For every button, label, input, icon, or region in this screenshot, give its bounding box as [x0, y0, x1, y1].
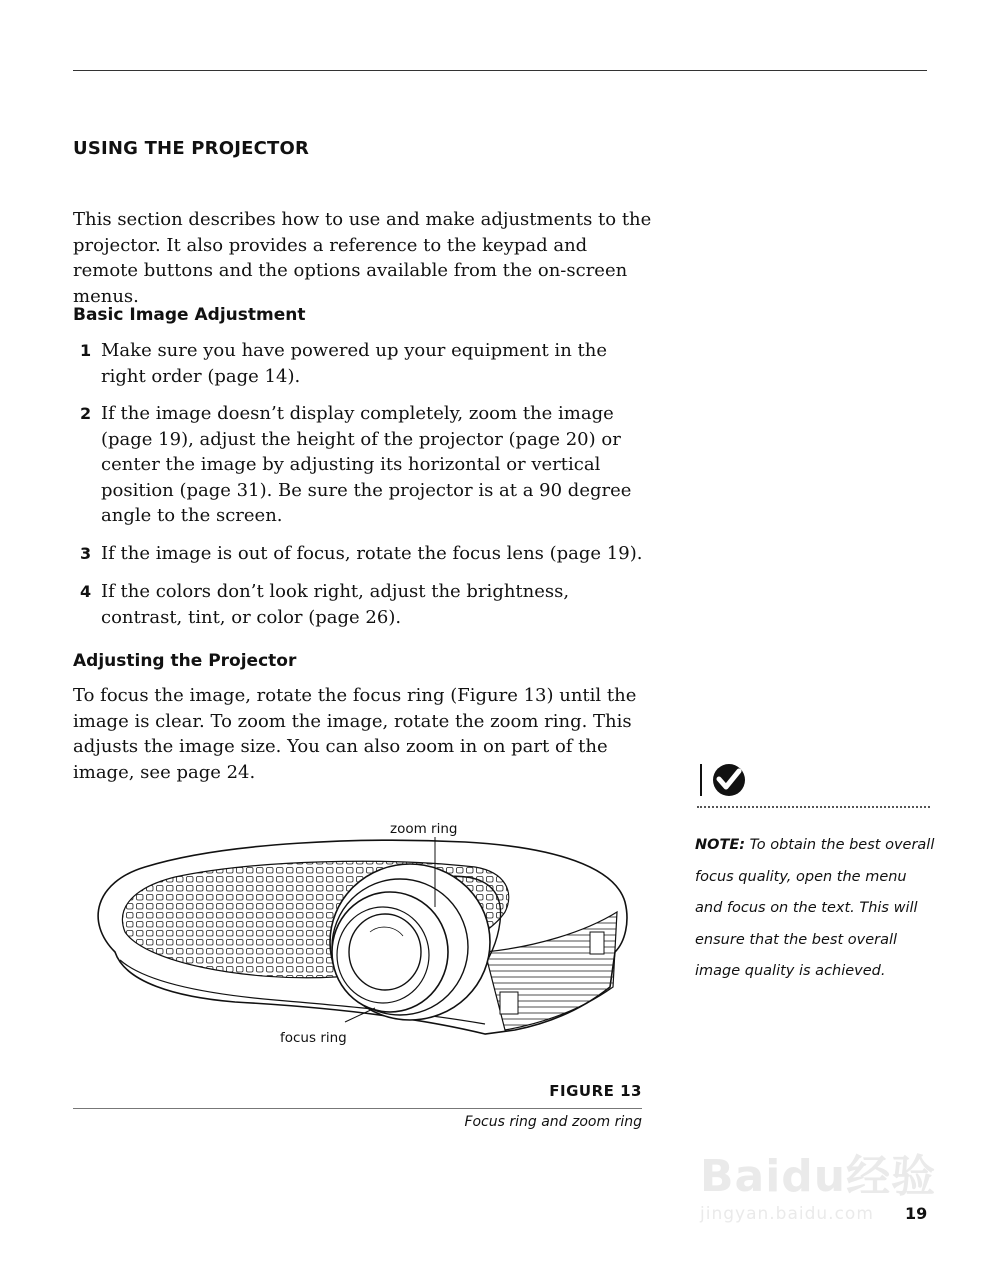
intro-paragraph: This section describes how to use and make adjustments to the projector. It also provides a reference to the keypad and remote buttons and the options available from the on-screen menus. — [73, 209, 652, 307]
note-checkmark-icon — [697, 762, 753, 798]
section-title: USING THE PROJECTOR — [73, 138, 310, 159]
baidu-watermark — [700, 1140, 940, 1240]
page-number: 19 — [905, 1204, 928, 1223]
step-number: 2 — [80, 404, 92, 423]
watermark-url: jingyan.baidu.com — [700, 1204, 874, 1224]
step-text: If the image doesn’t display completely, zoom the image (page 19), adjust the height of the projector (page 20) or center the image by adjusting its horizontal or vertical position (page 31). Be sure the projector is at a 90 degree angle to the screen. — [101, 403, 632, 526]
step-3 — [80, 541, 650, 567]
note-divider — [697, 806, 930, 808]
figure-number: FIGURE 13 — [549, 1082, 642, 1100]
step-text: If the colors don’t look right, adjust the brightness, contrast, tint, or color (page 26). — [101, 581, 570, 628]
note-label: NOTE: — [695, 837, 746, 853]
note-body: To obtain the best overall focus quality, open the menu and focus on the text. This will ensure that the best overall image quality is achieved. — [695, 837, 935, 979]
step-number: 1 — [80, 341, 92, 360]
step-1 — [80, 338, 650, 389]
figure-rule — [73, 1108, 642, 1109]
step-number: 4 — [80, 582, 92, 601]
step-text: Make sure you have powered up your equipment in the right order (page 14). — [101, 340, 607, 387]
header-rule — [73, 70, 927, 71]
focus-ring-label: focus ring — [280, 1030, 347, 1046]
projector-illustration — [85, 812, 645, 1042]
note-text — [695, 830, 935, 988]
step-text: If the image is out of focus, rotate the focus lens (page 19). — [101, 543, 643, 564]
step-2 — [80, 401, 650, 529]
adjusting-paragraph: To focus the image, rotate the focus ring (Figure 13) until the image is clear. To zoom the image, rotate the zoom ring. This adjusts the image size. You can also zoom in on part of the image, see page 24. — [73, 685, 637, 783]
watermark-brand: Baidu经验 — [700, 1151, 937, 1202]
basic-adjustment-heading: Basic Image Adjustment — [73, 305, 306, 325]
adjusting-projector-heading: Adjusting the Projector — [73, 651, 297, 671]
step-number: 3 — [80, 544, 92, 563]
step-4 — [80, 579, 650, 630]
figure-caption: Focus ring and zoom ring — [464, 1114, 642, 1130]
zoom-ring-label: zoom ring — [390, 821, 458, 837]
